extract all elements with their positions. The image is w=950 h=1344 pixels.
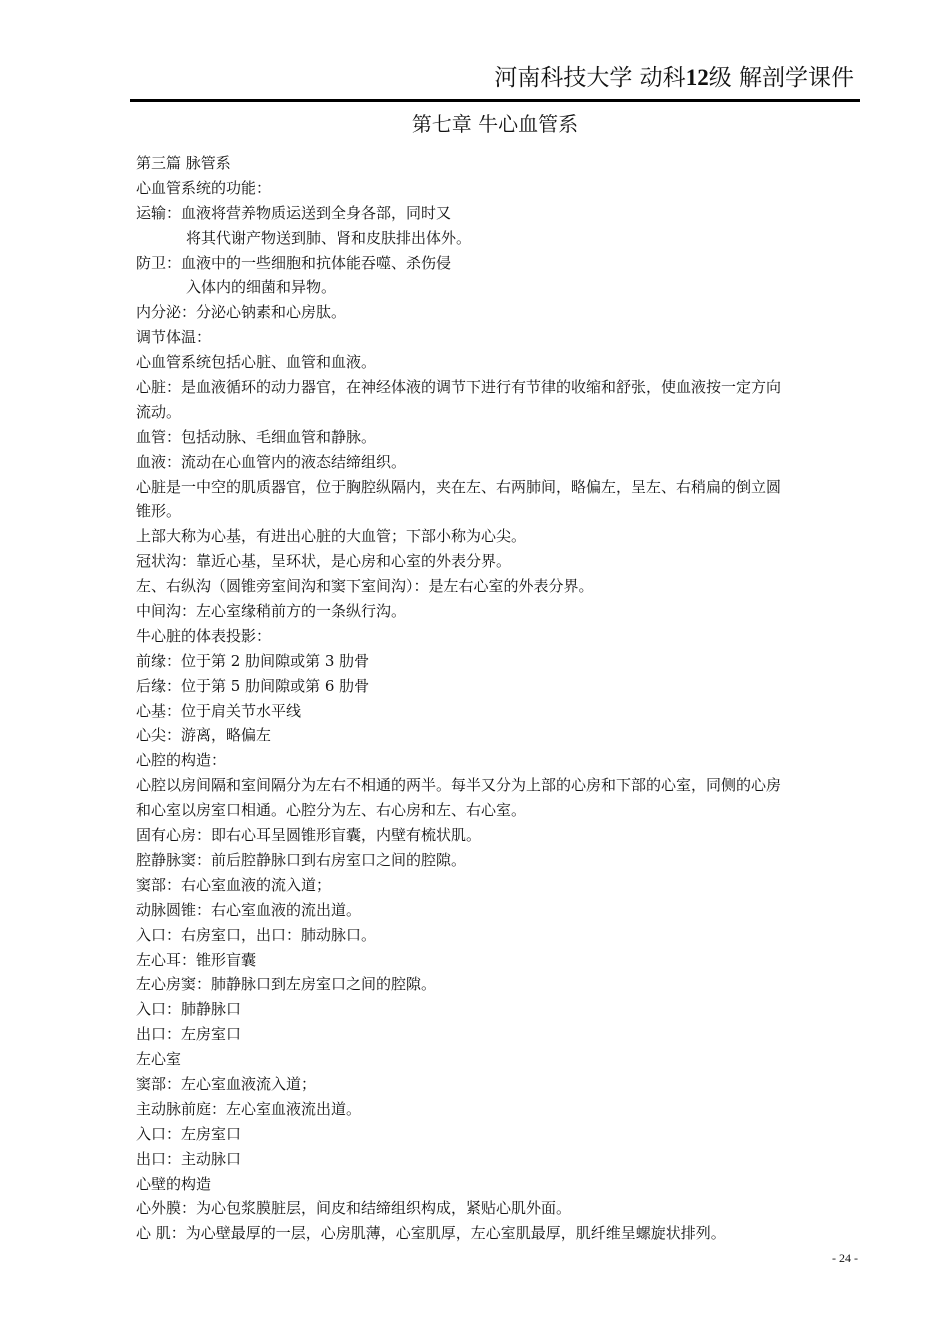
text-line: 腔静脉窦：前后腔静脉口到右房室口之间的腔隙。 [136,850,467,869]
header-suffix: 级 解剖学课件 [708,65,854,91]
text-line: 左心房窦：肺静脉口到左房室口之间的腔隙。 [136,975,437,994]
text-line: 主动脉前庭：左心室血液流出道。 [136,1099,362,1118]
text-line: 心腔以房间隔和室间隔分为左右不相通的两半。每半又分为上部的心房和下部的心室，同侧的心房 [136,776,782,795]
text-line: 中间沟：左心室缘稍前方的一条纵行沟。 [136,602,407,621]
text-line: 出口：左房室口 [136,1025,242,1044]
text-line: 心基：位于肩关节水平线 [136,701,302,720]
page-number: - 24 - [832,1251,858,1265]
text-line: 内分泌：分泌心钠素和心房肽。 [136,303,347,322]
header-grade-number: 12 [685,65,709,90]
text-line: 心脏：是血液循环的动力器官，在神经体液的调节下进行有节律的收缩和舒张，使血液按一定方向 [136,378,782,397]
text-line: 冠状沟：靠近心基，呈环状，是心房和心室的外表分界。 [136,552,512,571]
text-line: 上部大称为心基，有进出心脏的大血管；下部小称为心尖。 [136,527,527,546]
text-line: 将其代谢产物送到肺、肾和皮肤排出体外。 [186,228,472,247]
text-line: 窦部：右心室血液的流入道； [136,875,332,894]
text-line: 心壁的构造 [136,1174,212,1193]
text-line: 左心耳：锥形盲囊 [136,950,257,969]
text-line: 动脉圆锥：右心室血液的流出道。 [136,900,362,919]
text-line: 心外膜：为心包浆膜脏层，间皮和结缔组织构成，紧贴心肌外面。 [136,1199,572,1218]
text-line: 入口：右房室口，出口：肺动脉口。 [136,925,377,944]
text-line: 和心室以房室口相通。心腔分为左、右心房和左、右心室。 [136,801,527,820]
text-line: 心尖：游离，略偏左 [136,726,272,745]
text-line: 入口：左房室口 [136,1124,242,1143]
text-line: 出口：主动脉口 [136,1149,242,1168]
text-line: 血液：流动在心血管内的液态结缔组织。 [136,452,407,471]
text-line: 第三篇 脉管系 [136,154,231,172]
text-line: 左心室 [136,1050,182,1069]
text-line: 心血管系统包括心脏、血管和血液。 [136,353,377,372]
text-line: 锥形。 [136,502,182,521]
text-line: 防卫：血液中的一些细胞和抗体能吞噬、杀伤侵 [136,253,452,272]
text-line: 窦部：左心室血液流入道； [136,1074,317,1093]
text-line: 流动。 [136,402,182,421]
header-prefix: 河南科技大学 动科 [494,65,686,91]
text-line: 心脏是一中空的肌质器官，位于胸腔纵隔内，夹在左、右两肺间，略偏左，呈左、右稍扁的倒立圆 [136,477,782,496]
text-line: 心 肌：为心壁最厚的一层，心房肌薄，心室肌厚，左心室肌最厚，肌纤维呈螺旋状排列。 [136,1224,726,1243]
text-line: 运输：血液将营养物质运送到全身各部，同时又 [136,203,452,222]
text-line: 固有心房：即右心耳呈圆锥形盲囊，内壁有梳状肌。 [136,826,482,845]
text-line: 入体内的细菌和异物。 [186,278,337,297]
text-line: 后缘：位于第 5 肋间隙或第 6 肋骨 [136,676,370,695]
text-line: 前缘：位于第 2 肋间隙或第 3 肋骨 [136,651,370,670]
running-header [130,60,862,96]
text-line: 牛心脏的体表投影： [136,626,272,645]
text-line: 心腔的构造： [136,751,227,770]
text-line: 心血管系统的功能： [136,178,272,197]
text-line: 血管：包括动脉、毛细血管和静脉。 [136,427,377,446]
header-rule [130,99,860,102]
text-line: 调节体温： [136,328,212,347]
text-line: 入口：肺静脉口 [136,1000,242,1019]
body-text [136,151,862,1246]
chapter-title: 第七章 牛心血管系 [411,112,579,136]
text-line: 左、右纵沟（圆锥旁室间沟和窦下室间沟）：是左右心室的外表分界。 [136,577,594,596]
